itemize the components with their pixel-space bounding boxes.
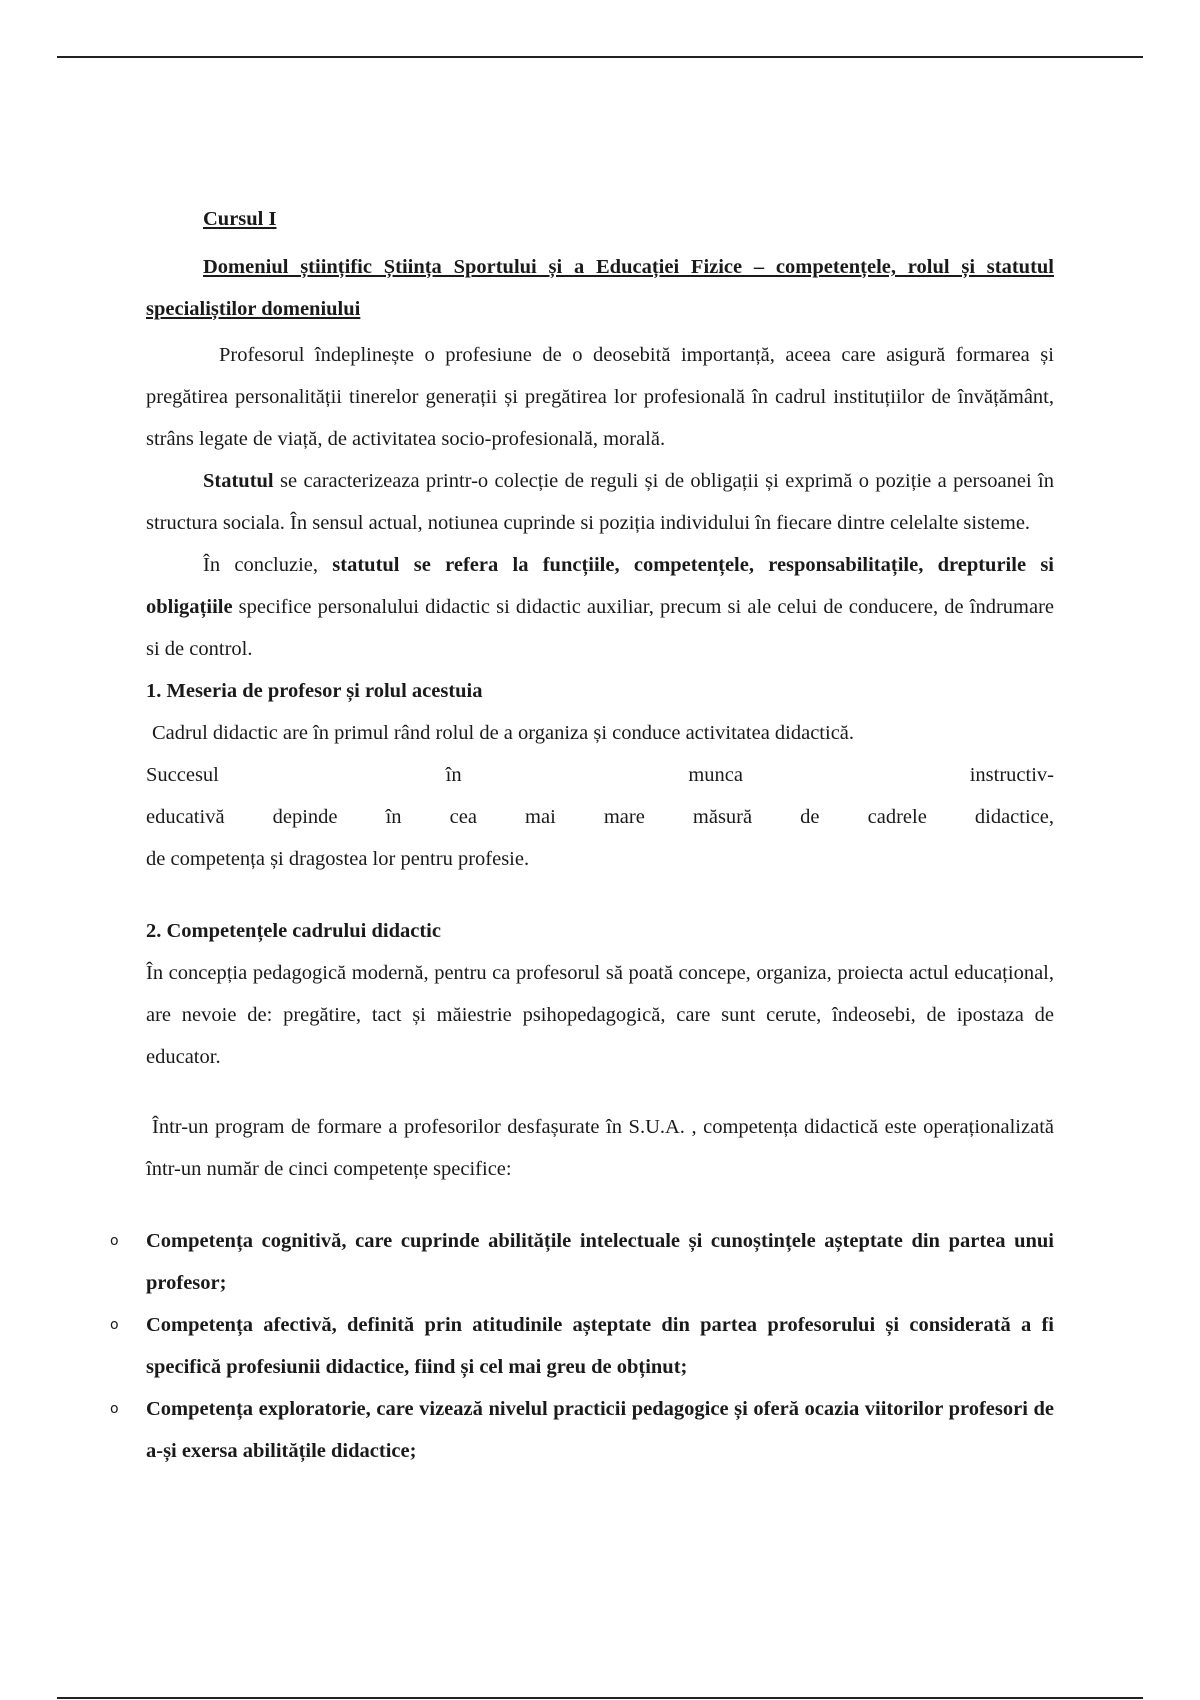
section1-line3: educativă depinde în cea mai mare măsură de cadrele didactice, [146,806,1054,828]
spacer [146,1078,1054,1106]
intro-paragraph: Profesorul îndeplinește o profesiune de o deosebită importanță, aceea care asigură formarea și pregătirea personalității tinerelor generații și pregătirea lor profesională în cadrul instituțiilor de învățământ, strâns legate de viață, de activitatea socio-profesională, morală. [146,344,1054,450]
statut-bold-lead: Statutul [203,470,274,492]
main-title: Domeniul științific Știința Sportului și a Educației Fizice – competențele, rolul și statutul specialiștilor domeniului [146,256,1054,320]
section2-heading: 2. Competențele cadrului didactic [146,920,441,942]
section1-line4: de competența și dragostea lor pentru profesie. [146,848,530,870]
conclusion-bold-text: statutul se refera la funcțiile, competențele, responsabilitațile, drepturile si obligațiile [146,554,1054,618]
competencies-list [110,1220,1054,1472]
section1-line2: Succesul în munca instructiv- [146,764,1054,786]
section2-program-paragraph: Într-un program de formare a profesorilor desfașurate în S.U.A. , competența didactică este operaționalizată într-un număr de cinci competențe specifice: [146,1116,1054,1180]
document-page [110,198,1054,1472]
statut-text: se caracterizeaza printr-o colecție de reguli și de obligații și exprimă o poziție a persoanei în structura sociala. În sensul actual, notiunea cuprinde si poziția individului în fiecare dintre celelalte sisteme. [146,470,1054,534]
spacer [146,880,1054,910]
competency-item-affective [110,1304,1054,1388]
course-title: Cursul I [203,208,277,230]
conclusion-paragraph [146,544,1054,670]
section1-line1: Cadrul didactic are în primul rând rolul de a organiza și conduce activitatea didactică. [152,722,855,744]
top-rule [57,56,1143,58]
bullet-circle-icon: o [110,1401,119,1417]
bullet-circle-icon: o [110,1233,119,1249]
section2-paragraph: În concepția pedagogică modernă, pentru ca profesorul să poată concepe, organiza, proiecta actul educațional, are nevoie de: pregătire, tact și măiestrie psihopedagogică, care sunt cerute, îndeosebi, de ipostaza de educator. [146,962,1054,1068]
bottom-rule [57,1697,1143,1699]
statut-paragraph [146,460,1054,544]
conclusion-lead: În concluzie, [203,554,333,576]
competency-text: Competența exploratorie, care vizează nivelul practicii pedagogice și oferă ocazia viitorilor profesori de a-și exersa abilitățile didactice; [146,1398,1054,1462]
competency-item-exploratory [110,1388,1054,1472]
competency-item-cognitive [110,1220,1054,1304]
bullet-circle-icon: o [110,1317,119,1333]
conclusion-text: specifice personalului didactic si didactic auxiliar, precum si ale celui de conducere, de îndrumare si de control. [146,596,1054,660]
competency-text: Competența afectivă, definită prin atitudinile așteptate din partea profesorului și considerată a fi specifică profesiunii didactice, fiind și cel mai greu de obținut; [146,1314,1054,1378]
competency-text: Competența cognitivă, care cuprinde abilitățile intelectuale și cunoștințele așteptate din partea unui profesor; [146,1230,1054,1294]
spacer [146,1190,1054,1220]
section1-heading: 1. Meseria de profesor și rolul acestuia [146,680,483,702]
